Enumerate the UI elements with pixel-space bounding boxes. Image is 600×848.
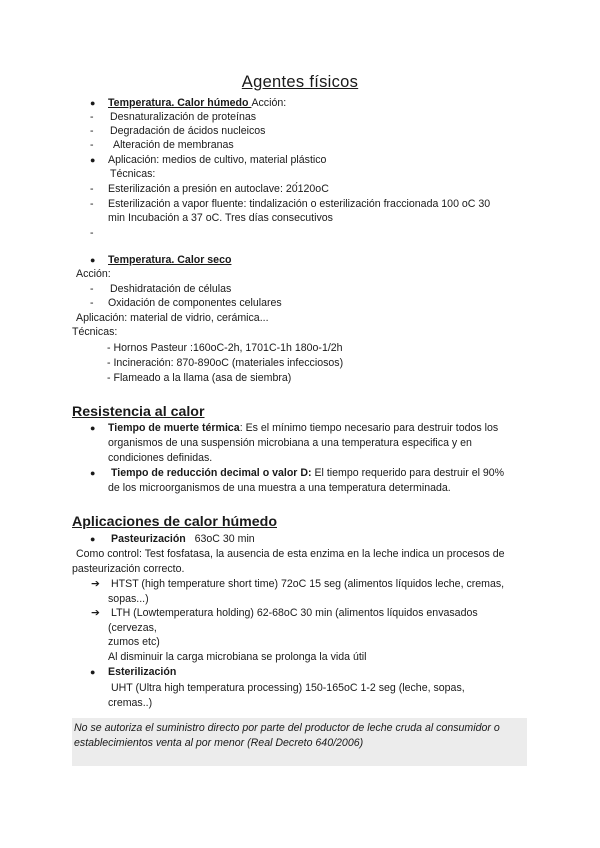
- htst-text-2: sopas...): [108, 593, 149, 605]
- seco-tecnica-3: - Flameado a la llama (asa de siembra): [107, 372, 292, 384]
- humedo-accion: Acción:: [251, 97, 287, 109]
- aplicaciones-heading-text: Aplicaciones de calor húmedo: [72, 514, 277, 530]
- seco-item-1: Deshidratación de células: [110, 283, 232, 295]
- bullet-past: ●: [90, 534, 96, 544]
- humedo-tecnicas-label: Técnicas:: [110, 168, 156, 180]
- est-label: Esterilización: [108, 666, 177, 678]
- seco-heading: Temperatura. Calor seco: [108, 254, 232, 266]
- dash: -: [90, 227, 94, 239]
- uht-text-1: UHT (Ultra high temperatura processing) 150-165oC 1-2 seg (leche, sopas,: [111, 682, 465, 694]
- tmt-line-1: [108, 421, 498, 436]
- uht-text-2: cremas..): [108, 697, 153, 709]
- bullet-trd: ●: [90, 468, 96, 478]
- humedo-heading-line: [108, 96, 286, 111]
- humedo-tecnica-1: Esterilización a presión en autoclave: 20́120oC: [108, 183, 329, 195]
- bullet-est: ●: [90, 667, 96, 677]
- dash: -: [90, 111, 94, 123]
- past-value: 63oC 30 min: [194, 533, 255, 545]
- aplicaciones-heading: [72, 514, 277, 531]
- past-label: Pasteurización: [111, 533, 186, 545]
- bullet-tmt: ●: [90, 423, 96, 433]
- humedo-tecnica-2-l2: min Incubación a 37 oC. Tres días consecutivos: [108, 212, 333, 224]
- seco-tecnica-1: - Hornos Pasteur :160oC-2h, 1701C-1h 180o-1/2h: [107, 342, 343, 354]
- arrow-icon: ➔: [91, 607, 100, 619]
- seco-aplicacion: Aplicación: material de vidrio, cerámica...: [76, 312, 269, 324]
- bullet-aplicacion: ●: [90, 155, 96, 165]
- lth-text-1: LTH (Lowtemperatura holding) 62-68oC 30 min (alimentos líquidos envasados: [111, 607, 478, 619]
- trd-line-1: [111, 466, 504, 481]
- trd-label: Tiempo de reducción decimal o valor D:: [111, 467, 312, 479]
- tmt-label: Tiempo de muerte térmica: [108, 422, 240, 434]
- humedo-item-2: Degradación de ácidos nucleicos: [110, 125, 266, 137]
- dash: -: [90, 198, 94, 210]
- dash: -: [90, 183, 94, 195]
- tmt-text-1: : Es el mínimo tiempo necesario para destruir todos los: [239, 422, 499, 434]
- seco-heading-line: [108, 253, 231, 268]
- note-line-2: establecimientos venta al por menor (Real Decreto 640/2006): [74, 736, 364, 749]
- est-line: [108, 665, 176, 680]
- seco-accion-label: Acción:: [76, 268, 111, 280]
- tmt-text-3: condiciones definidas.: [108, 452, 213, 464]
- bullet-seco: ●: [90, 255, 96, 265]
- htst-text-1: HTST (high temperature short time) 72oC 15 seg (alimentos líquidos leche, cremas,: [111, 578, 505, 590]
- resistencia-heading: [72, 404, 205, 421]
- control-text-2: pasteurización correcto.: [72, 563, 185, 575]
- dash: -: [90, 139, 94, 151]
- arrow-icon: ➔: [91, 578, 100, 590]
- trd-text-1: El tiempo requerido para destruir el 90%: [311, 467, 505, 479]
- note-line-1: No se autoriza el suministro directo por parte del productor de leche cruda al consumidor o: [74, 722, 500, 734]
- legal-note: [72, 718, 527, 766]
- humedo-aplicacion: Aplicación: medios de cultivo, material plástico: [108, 154, 327, 166]
- control-text-1: Como control: Test fosfatasa, la ausencia de esta enzima en la leche indica un procesos de: [76, 548, 505, 560]
- humedo-heading: Temperatura. Calor húmedo: [108, 97, 252, 109]
- resistencia-heading-text: Resistencia al calor: [72, 404, 205, 420]
- lth-text-4: Al disminuir la carga microbiana se prolonga la vida útil: [108, 651, 367, 663]
- humedo-item-3: Alteración de membranas: [113, 139, 234, 151]
- tmt-text-2: organismos de una suspensión microbiana a una temperatura especifica y en: [108, 437, 472, 449]
- dash: -: [90, 297, 94, 309]
- seco-tecnica-2: - Incineración: 870-890oC (materiales infecciosos): [107, 357, 344, 369]
- seco-item-2: Oxidación de componentes celulares: [108, 297, 282, 309]
- humedo-tecnica-2-l1: Esterilización a vapor fluente: tindalización o esterilización fraccionada 100 oC 30: [108, 198, 491, 210]
- trd-text-2: de los microorganismos de una muestra a una temperatura determinada.: [108, 482, 451, 494]
- lth-text-3: zumos etc): [108, 636, 160, 648]
- humedo-item-1: Desnaturalización de proteínas: [110, 111, 257, 123]
- past-line: [111, 532, 255, 547]
- dash: -: [90, 283, 94, 295]
- seco-tecnicas-label: Técnicas:: [72, 326, 118, 338]
- bullet-humedo: ●: [90, 98, 96, 108]
- lth-text-2: (cervezas,: [108, 622, 157, 634]
- dash: -: [90, 125, 94, 137]
- page-title: Agentes físicos: [241, 73, 359, 91]
